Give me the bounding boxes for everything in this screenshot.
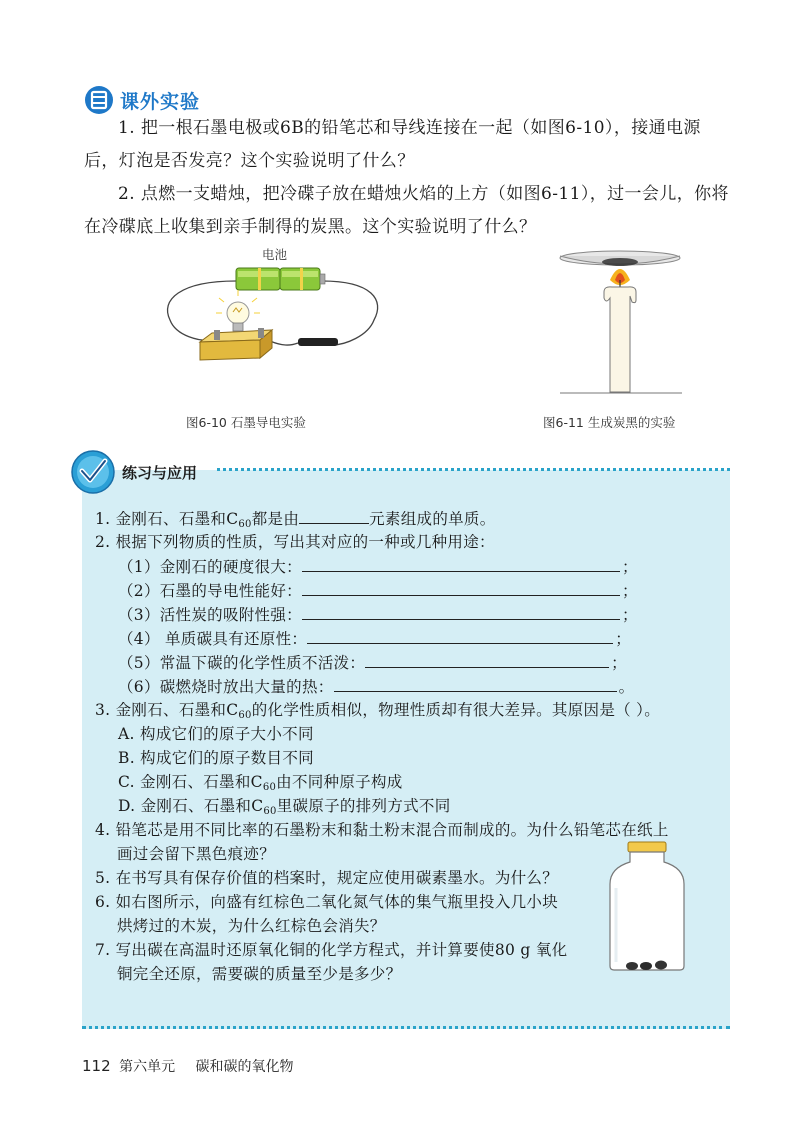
question-4-line-1: 4. 铅笔芯是用不同比率的石墨粉末和黏土粉末混合而制成的。为什么铅笔芯在纸上	[95, 821, 669, 839]
section-heading-exercises	[70, 450, 197, 494]
q1-text-post: 元素组成的单质。	[369, 510, 496, 528]
battery-icon	[236, 268, 325, 290]
semicolon: ；	[621, 582, 638, 600]
exercise-badge-icon	[70, 449, 116, 495]
q2-item-text: （5）常温下碳的化学性质不活泼：	[118, 654, 366, 672]
answer-blank-q2-2[interactable]	[302, 579, 620, 596]
question-2: 2. 根据下列物质的性质，写出其对应的一种或几种用途：	[95, 533, 495, 551]
choice-B[interactable]: B. 构成它们的原子数目不同	[118, 749, 314, 767]
figure-caption-6-10: 图6-10 石墨导电实验	[186, 415, 306, 430]
answer-blank-q2-6[interactable]	[334, 675, 617, 692]
candle-figure	[560, 251, 682, 393]
semicolon: ；	[611, 654, 627, 672]
answer-blank-q2-3[interactable]	[302, 603, 620, 620]
gas-jar-icon	[606, 838, 688, 974]
question-2-item-6	[118, 675, 634, 698]
choice-A[interactable]: A. 构成它们的原子大小不同	[118, 725, 314, 743]
period: 。	[618, 678, 635, 696]
subscript-60: 60	[238, 710, 252, 721]
q2-item-text: （4） 单质碳具有还原性：	[118, 630, 308, 648]
question-4-line-2: 画过会留下黑色痕迹？	[117, 845, 276, 863]
q2-item-text: （3）活性炭的吸附性强：	[118, 606, 302, 624]
page-footer	[82, 1056, 294, 1076]
subscript-60: 60	[263, 806, 277, 817]
subscript-60: 60	[238, 519, 252, 530]
figure-caption-6-11: 图6-11 生成炭黑的实验	[543, 415, 676, 430]
q3-text-post: 的化学性质相似，物理性质却有很大差异。其原因是（ ）。	[251, 701, 660, 719]
exercises-title: 练习与应用	[122, 463, 198, 482]
choice-d-text-pre: D. 金刚石、石墨和C	[118, 797, 264, 815]
experiment-paragraph-1: 1. 把一根石墨电极或6B的铅笔芯和导线连接在一起（如图6-10），接通电源后，灯泡是否发亮？这个实验说明了什么？	[84, 118, 701, 171]
semicolon: ；	[615, 630, 632, 648]
answer-blank-q2-4[interactable]	[307, 627, 613, 644]
q2-item-text: （6）碳燃烧时放出大量的热：	[118, 678, 334, 696]
unit-title: 碳和碳的氧化物	[195, 1059, 294, 1075]
question-2-item-3	[118, 603, 638, 626]
choice-c-text-pre: C. 金刚石、石墨和C	[118, 773, 263, 791]
answer-blank-q2-1[interactable]	[302, 555, 620, 572]
question-6-line-2: 烘烤过的木炭，为什么红棕色会消失？	[117, 917, 386, 935]
question-7-line-1: 7. 写出碳在高温时还原氧化铜的化学方程式，并计算要使80 g 氧化	[95, 941, 568, 959]
question-5: 5. 在书写具有保存价值的档案时，规定应使用碳素墨水。为什么？	[95, 869, 559, 887]
question-2-item-4	[118, 627, 631, 650]
semicolon: ；	[621, 606, 638, 624]
battery-label: 电池	[262, 247, 288, 262]
graphite-rod	[298, 338, 338, 346]
exercises-heading-dots	[217, 468, 730, 471]
page-number: 112	[82, 1057, 111, 1075]
light-bulb-icon	[216, 290, 260, 331]
answer-blank-q1[interactable]	[299, 507, 369, 524]
question-6-line-1: 6. 如右图所示，向盛有红棕色二氧化氮气体的集气瓶里投入几小块	[95, 893, 559, 911]
section-title: 课外实验	[120, 90, 201, 113]
question-2-item-5	[118, 651, 627, 674]
q1-text-pre: 1. 金刚石、石墨和C	[95, 510, 239, 528]
q1-text-mid: 都是由	[251, 510, 300, 528]
unit-label: 第六单元	[119, 1059, 176, 1075]
question-7-line-2: 铜完全还原，需要碳的质量至少是多少？	[117, 965, 402, 983]
experiment-paragraph-2: 2. 点燃一支蜡烛，把冷碟子放在蜡烛火焰的上方（如图6-11），过一会儿，你将在冷碟底上收集到亲手制得的炭黑。这个实验说明了什么？	[84, 184, 729, 237]
choice-d-text-post: 里碳原子的排列方式不同	[276, 797, 451, 815]
circuit-figure	[168, 268, 378, 360]
answer-blank-q2-5[interactable]	[365, 651, 609, 668]
question-2-item-2	[118, 579, 638, 602]
semicolon: ；	[621, 558, 638, 576]
q3-text-pre: 3. 金刚石、石墨和C	[95, 701, 239, 719]
question-2-item-1	[118, 555, 638, 578]
subscript-60: 60	[262, 782, 277, 793]
experiment-icon	[84, 85, 114, 115]
q2-item-text: （2）石墨的导电性能好：	[118, 582, 302, 600]
q2-item-text: （1）金刚石的硬度很大：	[118, 558, 302, 576]
choice-c-text-post: 由不同种原子构成	[276, 773, 403, 791]
